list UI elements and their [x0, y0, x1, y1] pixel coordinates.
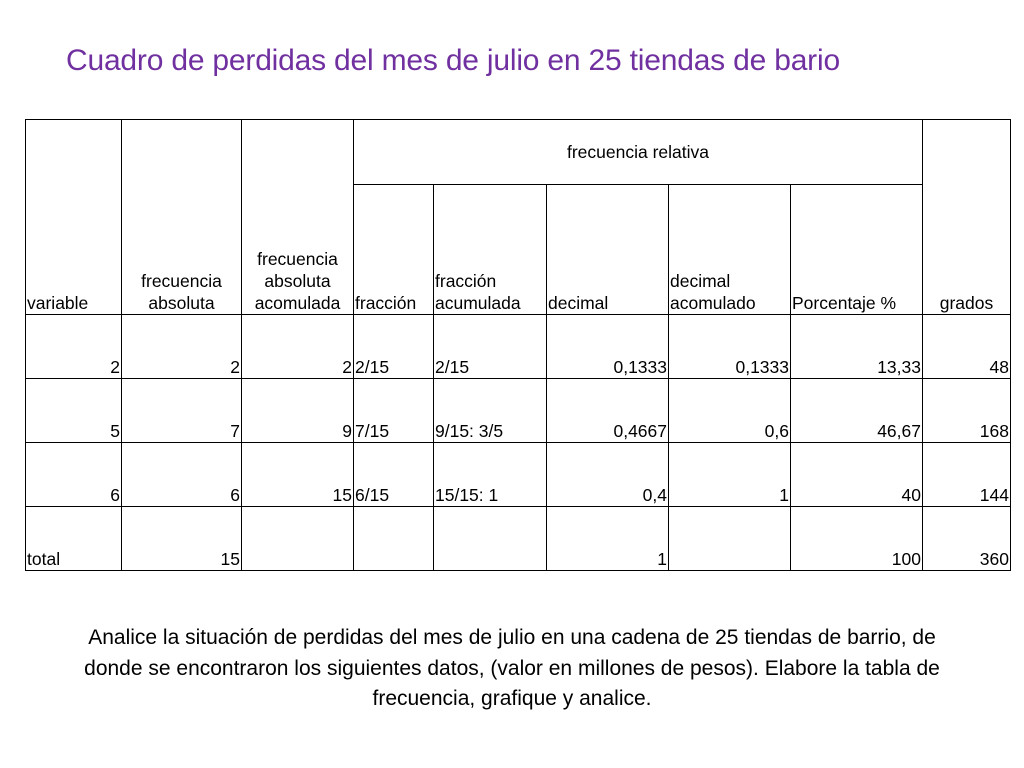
cell-decimal-acomulado: 1 [669, 443, 791, 507]
table-row [26, 443, 1011, 507]
cell-frecuencia-absoluta-acomulada: 9 [242, 379, 354, 443]
cell-total-porcentaje: 100 [791, 507, 923, 571]
cell-empty [242, 507, 354, 571]
cell-grados: 48 [923, 315, 1011, 379]
header-frecuencia-absoluta-acomulada: frecuencia absoluta acomulada [242, 120, 354, 315]
table-total-row [26, 507, 1011, 571]
cell-frecuencia-absoluta-acomulada: 15 [242, 443, 354, 507]
cell-total-decimal: 1 [547, 507, 669, 571]
cell-total-label: total [26, 507, 122, 571]
cell-empty [434, 507, 547, 571]
cell-total-frecuencia-absoluta: 15 [122, 507, 242, 571]
cell-empty [354, 507, 434, 571]
cell-fraccion-acumulada: 9/15: 3/5 [434, 379, 547, 443]
cell-frecuencia-absoluta: 7 [122, 379, 242, 443]
cell-decimal: 0,4667 [547, 379, 669, 443]
cell-porcentaje: 13,33 [791, 315, 923, 379]
cell-fraccion: 7/15 [354, 379, 434, 443]
cell-decimal-acomulado: 0,6 [669, 379, 791, 443]
cell-frecuencia-absoluta: 2 [122, 315, 242, 379]
page-title: Cuadro de perdidas del mes de julio en 25 tiendas de bario [66, 44, 840, 77]
header-fraccion: fracción [354, 185, 434, 315]
cell-porcentaje: 46,67 [791, 379, 923, 443]
instructions-paragraph: Analice la situación de perdidas del mes de julio en una cadena de 25 tiendas de barrio, de donde se encontraron los siguientes datos, (valor en millones de pesos). Elabore la tabla de frecuencia, grafique y analice. [84, 626, 940, 710]
header-porcentaje: Porcentaje % [791, 185, 923, 315]
cell-decimal-acomulado: 0,1333 [669, 315, 791, 379]
cell-fraccion-acumulada: 2/15 [434, 315, 547, 379]
header-variable: variable [26, 120, 122, 315]
cell-variable: 5 [26, 379, 122, 443]
cell-decimal: 0,4 [547, 443, 669, 507]
header-frecuencia-relativa: frecuencia relativa [354, 120, 923, 185]
header-decimal-acomulado: decimal acomulado [669, 185, 791, 315]
cell-grados: 144 [923, 443, 1011, 507]
cell-fraccion: 6/15 [354, 443, 434, 507]
cell-fraccion-acumulada: 15/15: 1 [434, 443, 547, 507]
header-frecuencia-absoluta: frecuencia absoluta [122, 120, 242, 315]
header-fraccion-acumulada: fracción acumulada [434, 185, 547, 315]
cell-frecuencia-absoluta: 6 [122, 443, 242, 507]
frequency-table [25, 119, 1011, 571]
cell-grados: 168 [923, 379, 1011, 443]
table-row [26, 315, 1011, 379]
cell-frecuencia-absoluta-acomulada: 2 [242, 315, 354, 379]
cell-decimal: 0,1333 [547, 315, 669, 379]
table-row [26, 379, 1011, 443]
cell-empty [669, 507, 791, 571]
header-decimal: decimal [547, 185, 669, 315]
cell-total-grados: 360 [923, 507, 1011, 571]
cell-variable: 6 [26, 443, 122, 507]
header-grados: grados [923, 120, 1011, 315]
cell-porcentaje: 40 [791, 443, 923, 507]
cell-variable: 2 [26, 315, 122, 379]
cell-fraccion: 2/15 [354, 315, 434, 379]
